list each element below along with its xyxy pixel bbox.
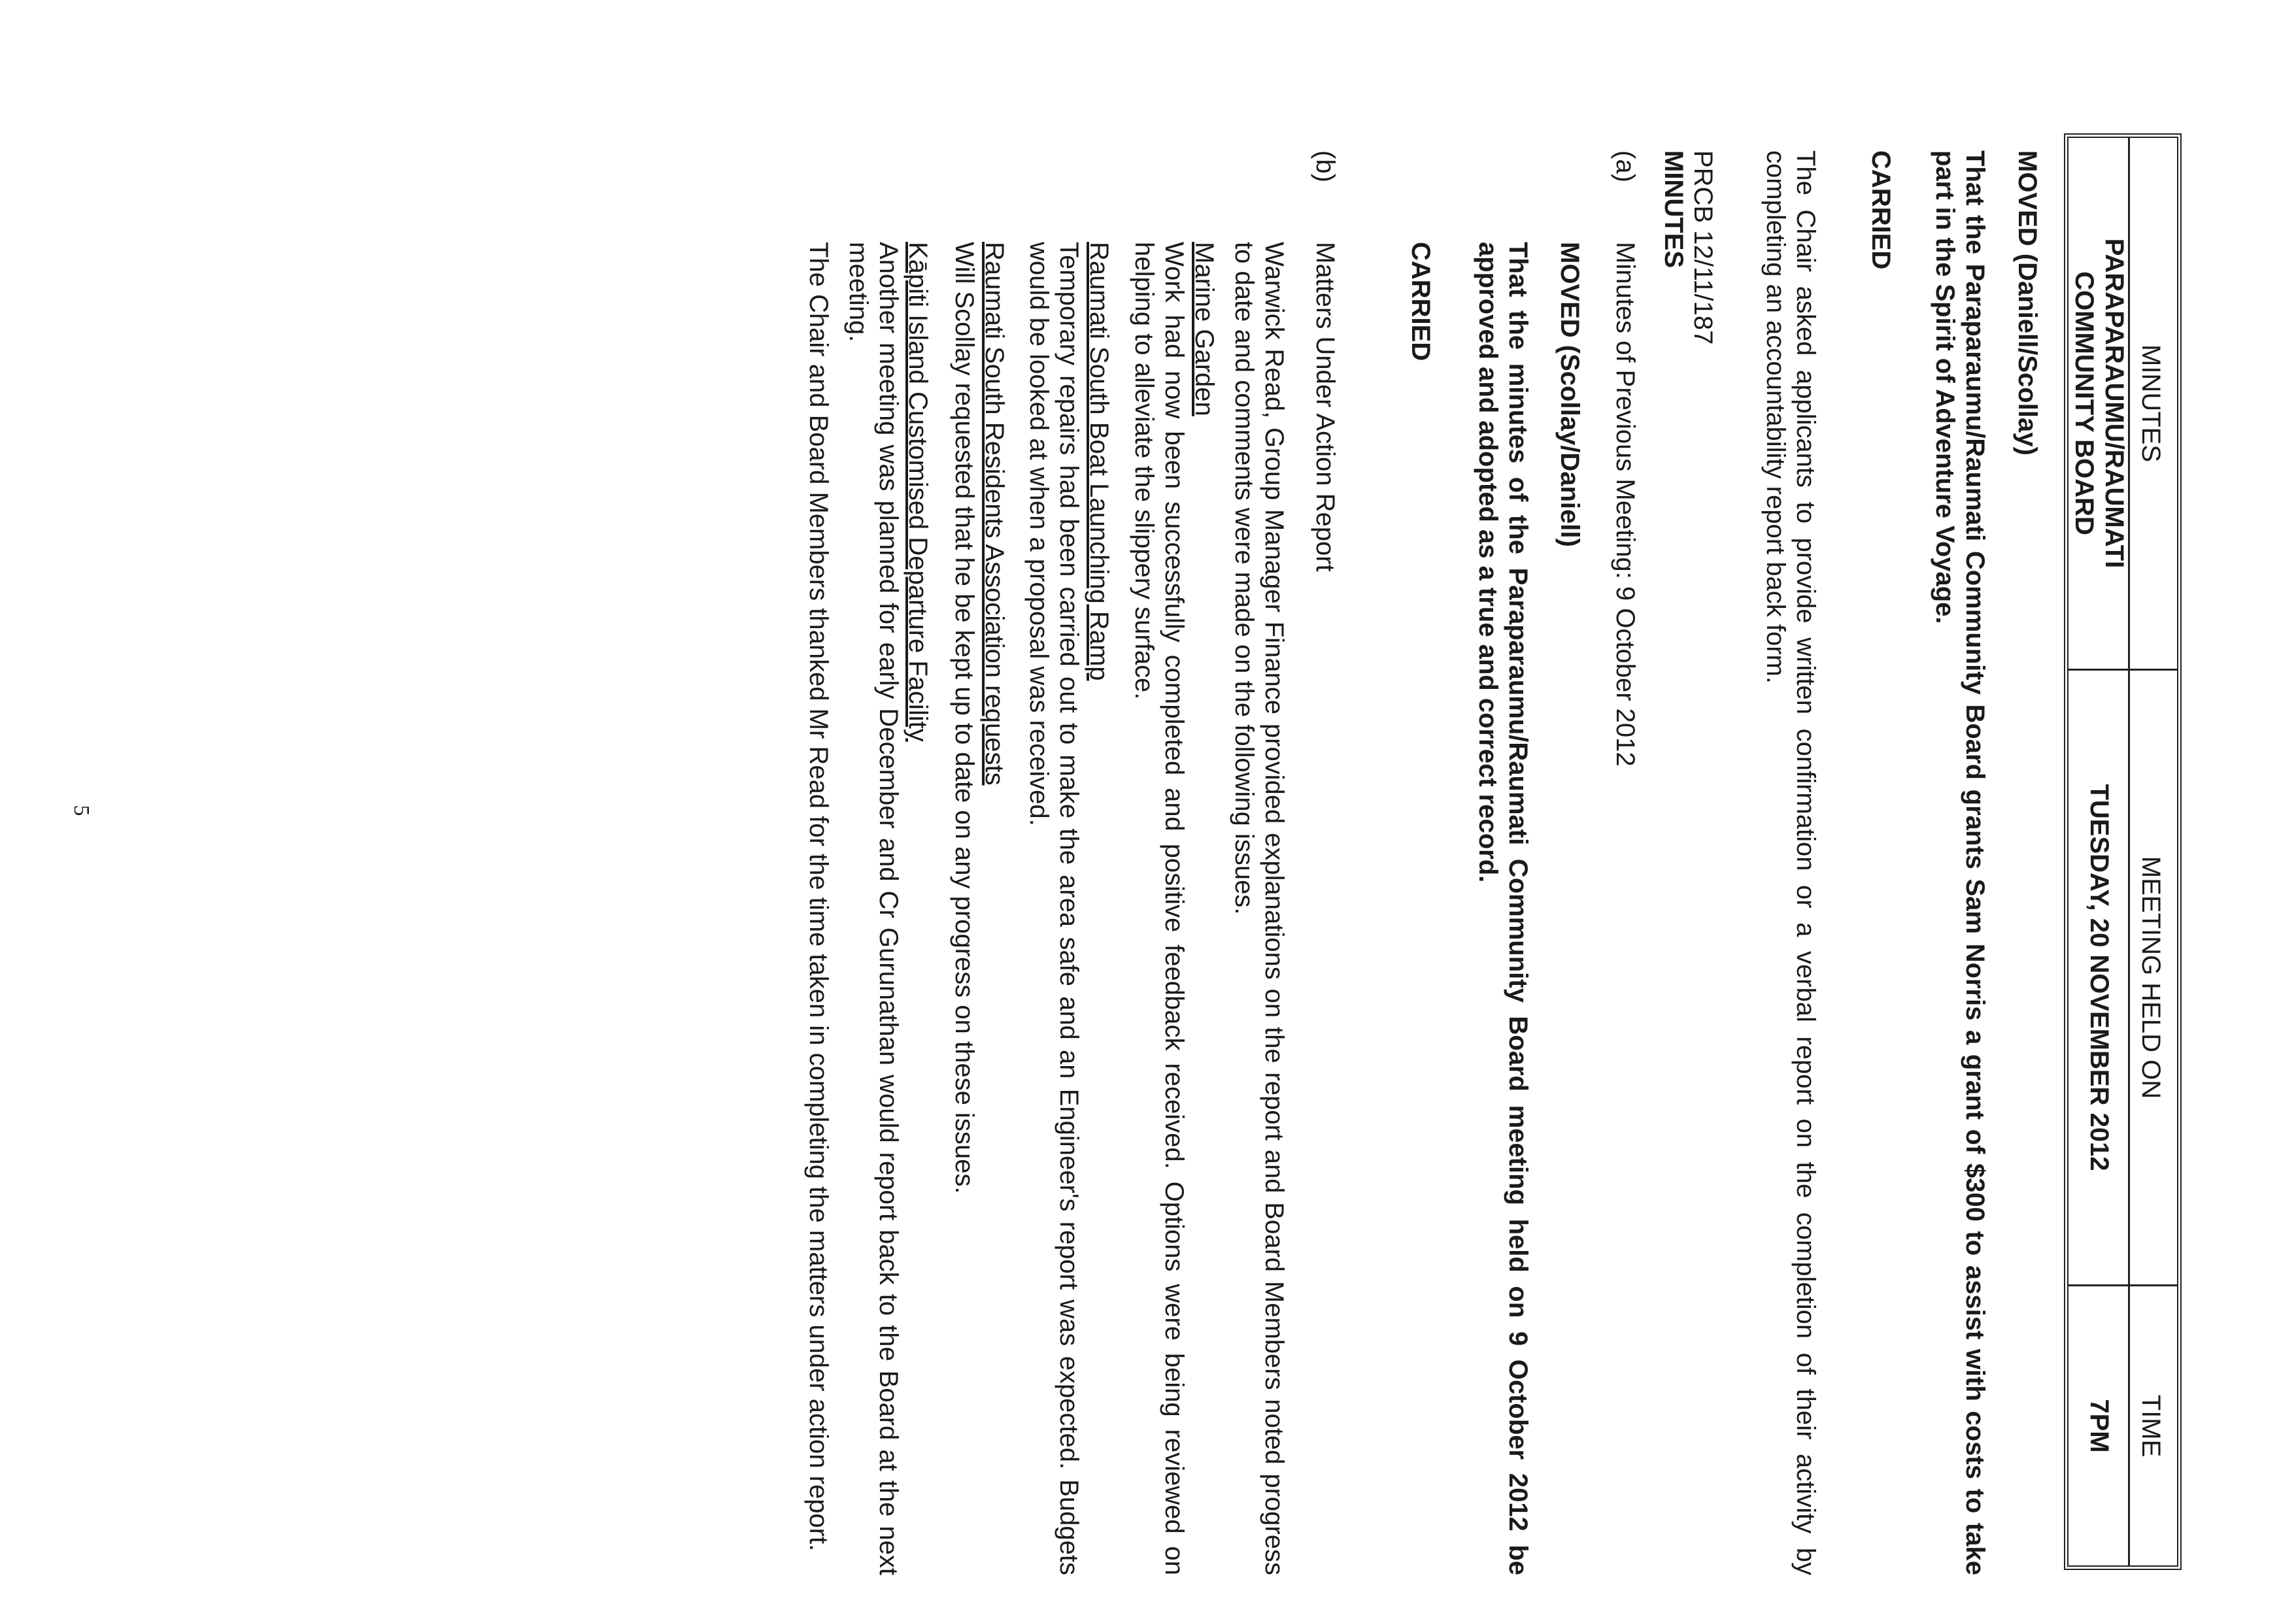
item-a-label: (a): [1611, 150, 1640, 182]
issue-heading: Raumati South Boat Launching Ramp: [1085, 242, 1113, 681]
grant-moved-line: MOVED (Daniell/Scollay): [2013, 150, 2042, 456]
header-meeting-cell: [2068, 669, 2177, 1284]
item-b-title: Matters Under Action Report: [1311, 242, 1340, 572]
header-table: [2064, 133, 2182, 1570]
header-board-name-line1: PARAPARAUMU/RAUMATI: [2100, 238, 2129, 569]
header-meeting-date: TUESDAY, 20 NOVEMBER 2012: [2085, 784, 2114, 1171]
grant-resolution: That the Paraparaumu/Raumati Community Board grants Sam Norris a grant of $300 to assist with costs to take part in the Spirit of Adventure Voyage.: [1931, 150, 1989, 1575]
header-time-label: TIME: [2128, 1286, 2172, 1565]
page-number: 5: [69, 805, 93, 816]
item-b-intro: Warwick Read, Group Manager Finance provided explanations on the report and Board Members noted progress to date and comments were made on the following issues.: [1230, 242, 1289, 1575]
header-minutes-cell: [2068, 138, 2177, 669]
issue-text: Temporary repairs had been carried out to make the area safe and an Engineer's report was expected. Budgets would be looked at when a proposal was received.: [1024, 242, 1083, 1575]
header-meeting-label: MEETING HELD ON: [2128, 671, 2172, 1284]
item-a-carried: CARRIED: [1406, 242, 1435, 361]
header-minutes-label: MINUTES: [2128, 138, 2172, 669]
header-board-name-line2: COMMUNITY BOARD: [2070, 271, 2099, 535]
item-b-label: (b): [1311, 150, 1340, 182]
header-board-name: [2068, 138, 2130, 669]
item-a-resolution: That the minutes of the Paraparaumu/Raumati Community Board meeting held on 9 October 2012 be approved and adopted as a true and correct record.: [1474, 242, 1532, 1575]
item-a-moved-line: MOVED (Scollay/Daniell): [1555, 242, 1584, 547]
issue-heading: Marine Garden: [1190, 242, 1219, 416]
grant-carried: CARRIED: [1866, 150, 1895, 270]
issue-heading: Raumati South Residents Association requests: [980, 242, 1009, 786]
chair-note: The Chair asked applicants to provide written confirmation or a verbal report on the completion of their activity by completing an accountability report back form.: [1761, 150, 1820, 1575]
header-time-cell: [2068, 1284, 2177, 1565]
issue-heading: Kāpiti Island Customised Departure Facility: [903, 242, 932, 742]
header-time-value: 7PM: [2085, 1399, 2114, 1453]
issue-text: Work had now been successfully completed and positive feedback received. Options were being reviewed on helping to alleviate the slippery surface.: [1130, 242, 1189, 1575]
section-reference: PRCB 12/11/187: [1689, 150, 1717, 345]
item-b-closing: The Chair and Board Members thanked Mr Read for the time taken in completing the matters under action report.: [804, 242, 833, 1552]
section-heading: MINUTES: [1659, 150, 1688, 268]
item-a-title: Minutes of Previous Meeting: 9 October 2012: [1611, 242, 1640, 767]
issue-text: Another meeting was planned for early December and Cr Gurunathan would report back to the Board at the next meeting.: [844, 242, 903, 1575]
issue-text: Will Scollay requested that he be kept up to date on any progress on these issues.: [950, 242, 979, 1194]
